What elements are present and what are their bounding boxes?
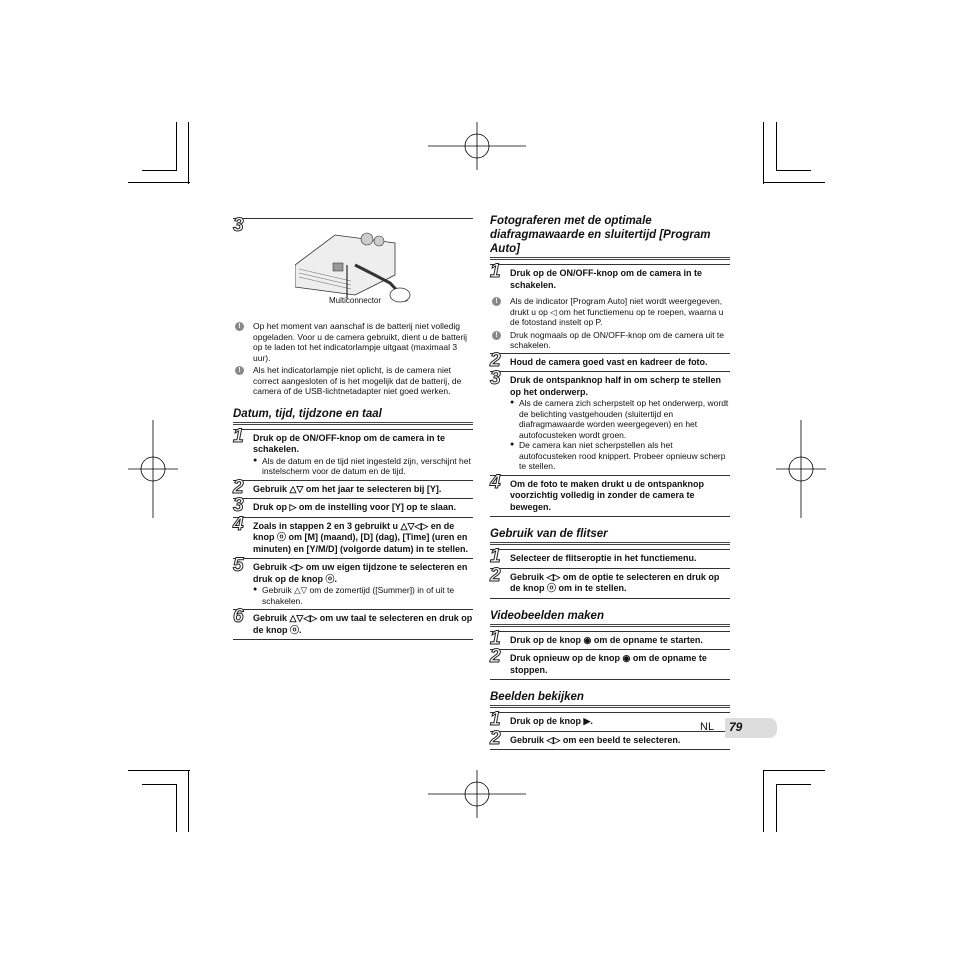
- crop-mark: [188, 122, 189, 184]
- crop-mark: [776, 784, 811, 785]
- note: ! Als de indicator [Program Auto] niet wordt weergegeven, drukt u op ◁ om het functiemenu op te roepen, waarna u de fotostand instelt op P.: [490, 296, 730, 328]
- step: 2 Gebruik ◁▷ om de optie te selecteren en druk op de knop ⓞ om in te stellen.: [490, 568, 730, 599]
- note: ! Druk nogmaals op de ON/OFF-knop om de camera uit te schakelen.: [490, 330, 730, 351]
- step: 5 Gebruik ◁▷ om uw eigen tijdzone te selecteren en druk op de knop ⓞ. ● Gebruik △▽ om de zomertijd ([Summer]) in of uit te schakelen.: [233, 558, 473, 609]
- right-column: [490, 214, 730, 750]
- left-column: [233, 215, 473, 640]
- step: 3 Druk de ontspanknop half in om scherp te stellen op het onderwerp. ● Als de camera zich scherpstelt op het onderwerp, wordt de belichting vastgehouden (sluitertijd en diafragmawaarde worden weergegeven) en het autofocusteken wordt groen. ● De camera kan niet scherpstellen als het autofocusteken rood knippert. Probeer opnieuw scherp te stellen.: [490, 371, 730, 475]
- section-title-datum: Datum, tijd, tijdzone en taal: [233, 407, 473, 425]
- section-title-bekijken: Beelden bekijken: [490, 690, 730, 708]
- section-title-program-auto: Fotograferen met de optimale diafragmawaarde en sluitertijd [Program Auto]: [490, 214, 730, 260]
- step: 4 Zoals in stappen 2 en 3 gebruikt u △▽◁▷ en de knop ⓞ om [M] (maand), [D] (dag), [Time] (uren en minuten) en [Y/M/D] (volgorde datum) in te stellen.: [233, 517, 473, 559]
- crop-mark: [763, 770, 764, 832]
- step: 6 Gebruik △▽◁▷ om uw taal te selecteren en druk op de knop ⓞ.: [233, 609, 473, 640]
- step: 1 Selecteer de flitseroptie in het functiemenu.: [490, 549, 730, 568]
- crop-mark: [776, 170, 811, 171]
- crop-mark: [776, 122, 777, 170]
- crop-mark: [142, 784, 177, 785]
- crop-mark: [128, 770, 190, 771]
- crop-mark: [176, 122, 177, 170]
- step-3-illustration: [233, 215, 473, 315]
- registration-mark: [428, 770, 526, 818]
- note-icon: !: [235, 322, 244, 331]
- step: 1 Druk op de knop ◉ om de opname te starten.: [490, 631, 730, 650]
- step: 2 Druk opnieuw op de knop ◉ om de opname te stoppen.: [490, 649, 730, 680]
- step: 1 Druk op de ON/OFF-knop om de camera in te schakelen. ● Als de datum en de tijd niet ingesteld zijn, verschijnt het instelscherm voor de datum en de tijd.: [233, 429, 473, 480]
- section-title-flitser: Gebruik van de flitser: [490, 527, 730, 545]
- note-icon: !: [492, 331, 501, 340]
- registration-mark: [128, 420, 178, 518]
- registration-mark: [428, 122, 526, 170]
- crop-mark: [142, 170, 177, 171]
- step: 2 Gebruik ◁▷ om een beeld te selecteren.: [490, 731, 730, 751]
- crop-mark: [763, 122, 764, 184]
- crop-mark: [763, 770, 825, 771]
- note: ! Als het indicatorlampje niet oplicht, is de camera niet correct aangesloten of is het mogelijk dat de batterij, de camera of de USB-lichtnetadapter niet goed werken.: [233, 365, 473, 397]
- step: 1 Druk op de ON/OFF-knop om de camera in te schakelen.: [490, 264, 730, 294]
- step: 3 Druk op ▷ om de instelling voor [Y] op te slaan.: [233, 498, 473, 517]
- multiconnector-caption: Multiconnector: [329, 296, 382, 305]
- step: 2 Houd de camera goed vast en kadreer de foto.: [490, 353, 730, 372]
- camera-illustration: [295, 225, 415, 305]
- registration-mark: [776, 420, 826, 518]
- page-number: 79: [729, 720, 743, 734]
- crop-mark: [763, 182, 825, 183]
- note-icon: !: [235, 366, 244, 375]
- step: 2 Gebruik △▽ om het jaar te selecteren bij [Y].: [233, 480, 473, 499]
- language-label: NL: [700, 721, 715, 733]
- note: ! Op het moment van aanschaf is de batterij niet volledig opgeladen. Voor u de camera gebruikt, dient u de batterij op te laden tot het indicatorlampje uitgaat (maximaal 3 uur).: [233, 321, 473, 363]
- crop-mark: [188, 770, 189, 832]
- step: 4 Om de foto te maken drukt u de ontspanknop voorzichtig volledig in zonder de camera te bewegen.: [490, 475, 730, 518]
- crop-mark: [128, 182, 190, 183]
- step: 1 Druk op de knop ▶.: [490, 712, 730, 731]
- crop-mark: [776, 784, 777, 832]
- note-icon: !: [492, 297, 501, 306]
- crop-mark: [176, 784, 177, 832]
- step-number: 3: [233, 215, 244, 236]
- section-title-video: Videobeelden maken: [490, 609, 730, 627]
